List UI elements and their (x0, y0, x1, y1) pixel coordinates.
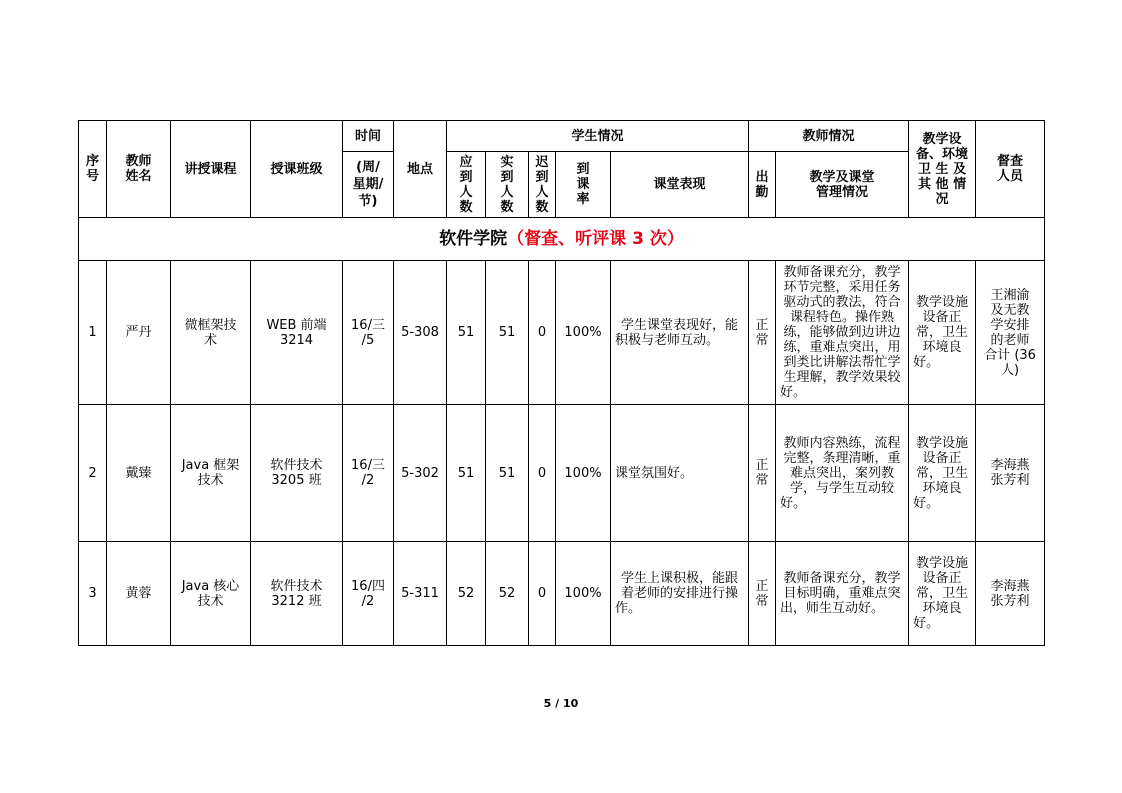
location-cell: 5-311 (394, 542, 447, 646)
management-cell: 教师备课充分，教学环节完整，采用任务驱动式的教法，符合课程特色。操作熟练，能够做到边讲边练，重难点突出，用到类比讲解法帮忙学生理解，教学效果较好。 (776, 261, 909, 405)
inspector-cell: 王湘渝 及无教 学安排 的老师 合计 (36 人) (976, 261, 1045, 405)
course-cell: Java 核心 技术 (171, 542, 251, 646)
section-name: 软件学院 (439, 228, 508, 249)
seq-cell: 1 (79, 261, 107, 405)
time-cell: 16/三 /5 (343, 261, 394, 405)
management-cell: 教师备课充分，教学目标明确，重难点突出，师生互动好。 (776, 542, 909, 646)
time-cell: 16/三 /2 (343, 405, 394, 542)
inspector-cell: 李海燕 张芳利 (976, 405, 1045, 542)
table-row (79, 542, 1045, 646)
location-cell: 5-308 (394, 261, 447, 405)
teacher-cell: 严丹 (107, 261, 171, 405)
attendance-cell: 正 常 (749, 261, 776, 405)
class-cell: 软件技术 3212 班 (251, 542, 343, 646)
performance-cell: 课堂氛围好。 (611, 405, 749, 542)
actual-cell: 51 (486, 405, 529, 542)
class-cell: WEB 前端 3214 (251, 261, 343, 405)
late-cell: 0 (529, 542, 556, 646)
course-header: 讲授课程 (171, 121, 251, 218)
actual-cell: 51 (486, 261, 529, 405)
expected-header: 应 到 人 数 (447, 152, 486, 218)
rate-cell: 100% (556, 261, 611, 405)
late-header: 迟 到 人 数 (529, 152, 556, 218)
performance-cell: 学生课堂表现好，能积极与老师互动。 (611, 261, 749, 405)
inspection-table (78, 120, 1045, 646)
section-note: （督查、听评课 3 次） (507, 228, 684, 249)
rate-cell: 100% (556, 405, 611, 542)
attendance-cell: 正 常 (749, 542, 776, 646)
late-cell: 0 (529, 405, 556, 542)
performance-header: 课堂表现 (611, 152, 749, 218)
teacher-cell: 戴臻 (107, 405, 171, 542)
actual-cell: 52 (486, 542, 529, 646)
location-header: 地点 (394, 121, 447, 218)
equipment-header: 教学设 备、环境 卫 生 及 其 他 情 况 (909, 121, 976, 218)
header-row-1 (79, 121, 1045, 152)
late-cell: 0 (529, 261, 556, 405)
performance-cell: 学生上课积极，能跟着老师的安排进行操作。 (611, 542, 749, 646)
student-group-header: 学生情况 (447, 121, 749, 152)
teacher-name-header: 教师 姓名 (107, 121, 171, 218)
table-row (79, 405, 1045, 542)
class-header: 授课班级 (251, 121, 343, 218)
course-cell: Java 框架 技术 (171, 405, 251, 542)
time-cell: 16/四 /2 (343, 542, 394, 646)
location-cell: 5-302 (394, 405, 447, 542)
equipment-cell: 教学设施设备正常，卫生环境良好。 (909, 542, 976, 646)
management-cell: 教师内容熟练，流程完整，条理清晰，重难点突出，案列教学，与学生互动较好。 (776, 405, 909, 542)
attendance-header: 出 勤 (749, 152, 776, 218)
page-number: 5 / 10 (543, 697, 579, 710)
seq-cell: 2 (79, 405, 107, 542)
rate-header: 到 课 率 (556, 152, 611, 218)
time-header: 时间 (343, 121, 394, 152)
rate-cell: 100% (556, 542, 611, 646)
table-row (79, 261, 1045, 405)
course-cell: 微框架技 术 (171, 261, 251, 405)
inspector-header: 督查 人员 (976, 121, 1045, 218)
teacher-group-header: 教师情况 (749, 121, 909, 152)
expected-cell: 51 (447, 405, 486, 542)
section-title (79, 218, 1045, 261)
time-format-header: (周/ 星期/ 节) (343, 152, 394, 218)
equipment-cell: 教学设施设备正常，卫生环境良好。 (909, 261, 976, 405)
expected-cell: 51 (447, 261, 486, 405)
teacher-cell: 黄蓉 (107, 542, 171, 646)
seq-header: 序 号 (79, 121, 107, 218)
equipment-cell: 教学设施设备正常，卫生环境良好。 (909, 405, 976, 542)
section-row (79, 218, 1045, 261)
attendance-cell: 正 常 (749, 405, 776, 542)
actual-header: 实 到 人 数 (486, 152, 529, 218)
class-cell: 软件技术 3205 班 (251, 405, 343, 542)
seq-cell: 3 (79, 542, 107, 646)
management-header: 教学及课堂 管理情况 (776, 152, 909, 218)
inspector-cell: 李海燕 张芳利 (976, 542, 1045, 646)
expected-cell: 52 (447, 542, 486, 646)
